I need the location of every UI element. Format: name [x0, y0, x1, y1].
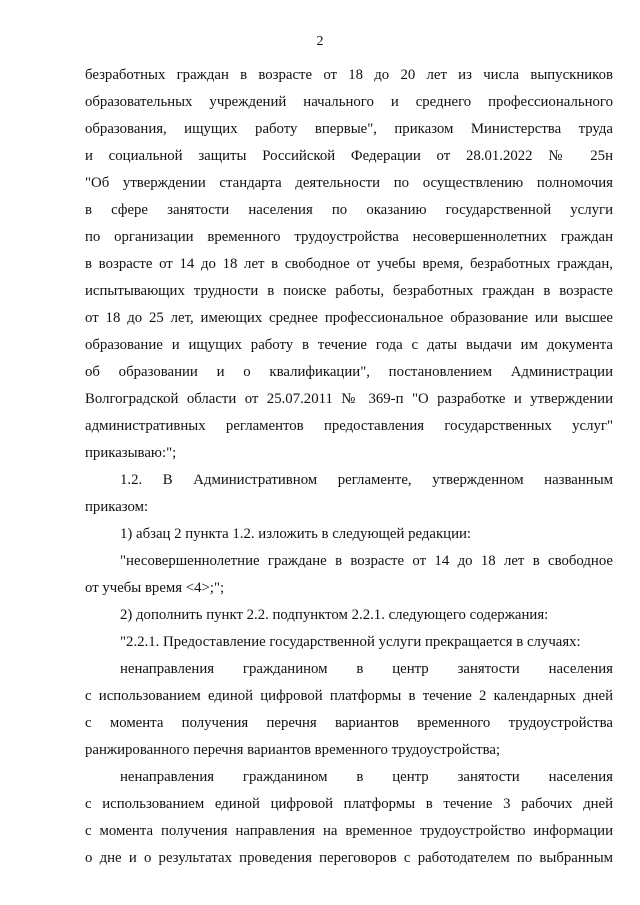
- text-line: образовательных учреждений начального и среднего профессионального: [85, 94, 613, 110]
- text-line: о дне и о результатах проведения переговоров с работодателем по выбранным: [85, 850, 613, 866]
- paragraph-first-line: "2.2.1. Предоставление государственной услуги прекращается в случаях:: [120, 634, 581, 650]
- text-line: с момента получения направления на временное трудоустройство информации: [85, 823, 613, 839]
- text-line: от учебы время <4>;";: [85, 580, 225, 596]
- text-line: по организации временного трудоустройства несовершеннолетних граждан: [85, 229, 613, 245]
- text-line: и социальной защиты Российской Федерации от 28.01.2022 № 25н: [85, 148, 613, 164]
- text-line: об образовании и о квалификации", постановлением Администрации: [85, 364, 613, 380]
- text-line: "Об утверждении стандарта деятельности по осуществлению полномочия: [85, 175, 613, 191]
- text-line: в возрасте от 14 до 18 лет в свободное от учебы время, безработных граждан,: [85, 256, 613, 272]
- text-line: с момента получения перечня вариантов временного трудоустройства: [85, 715, 613, 731]
- page-number: 2: [316, 34, 324, 49]
- text-line: с использованием единой цифровой платформы в течение 2 календарных дней: [85, 688, 613, 704]
- text-line: приказом:: [85, 499, 149, 515]
- text-line: ранжированного перечня вариантов временного трудоустройства;: [85, 742, 501, 758]
- paragraph-first-line: 1.2. В Административном регламенте, утвержденном названным: [120, 472, 613, 488]
- text-line: в сфере занятости населения по оказанию государственной услуги: [85, 202, 613, 218]
- text-line: административных регламентов предоставления государственных услуг": [85, 418, 613, 434]
- text-line: от 18 до 25 лет, имеющих среднее профессиональное образование или высшее: [85, 310, 613, 326]
- paragraph-first-line: 2) дополнить пункт 2.2. подпунктом 2.2.1. следующего содержания:: [120, 607, 549, 623]
- text-line: Волгоградской области от 25.07.2011 № 369-п "О разработке и утверждении: [85, 391, 613, 407]
- paragraph-first-line: 1) абзац 2 пункта 1.2. изложить в следующей редакции:: [120, 526, 472, 542]
- text-line: испытывающих трудности в поиске работы, безработных граждан в возрасте: [85, 283, 613, 299]
- text-line: безработных граждан в возрасте от 18 до 20 лет из числа выпускников: [85, 67, 613, 83]
- paragraph-first-line: "несовершеннолетние граждане в возрасте от 14 до 18 лет в свободное: [120, 553, 613, 569]
- paragraph-first-line: ненаправления гражданином в центр занятости населения: [120, 769, 613, 785]
- text-line: образования, ищущих работу впервые", приказом Министерства труда: [85, 121, 613, 137]
- text-line: образование и ищущих работу в течение года с даты выдачи им документа: [85, 337, 613, 353]
- text-line: с использованием единой цифровой платформы в течение 3 рабочих дней: [85, 796, 613, 812]
- text-line: приказываю:";: [85, 445, 177, 461]
- paragraph-first-line: ненаправления гражданином в центр занятости населения: [120, 661, 613, 677]
